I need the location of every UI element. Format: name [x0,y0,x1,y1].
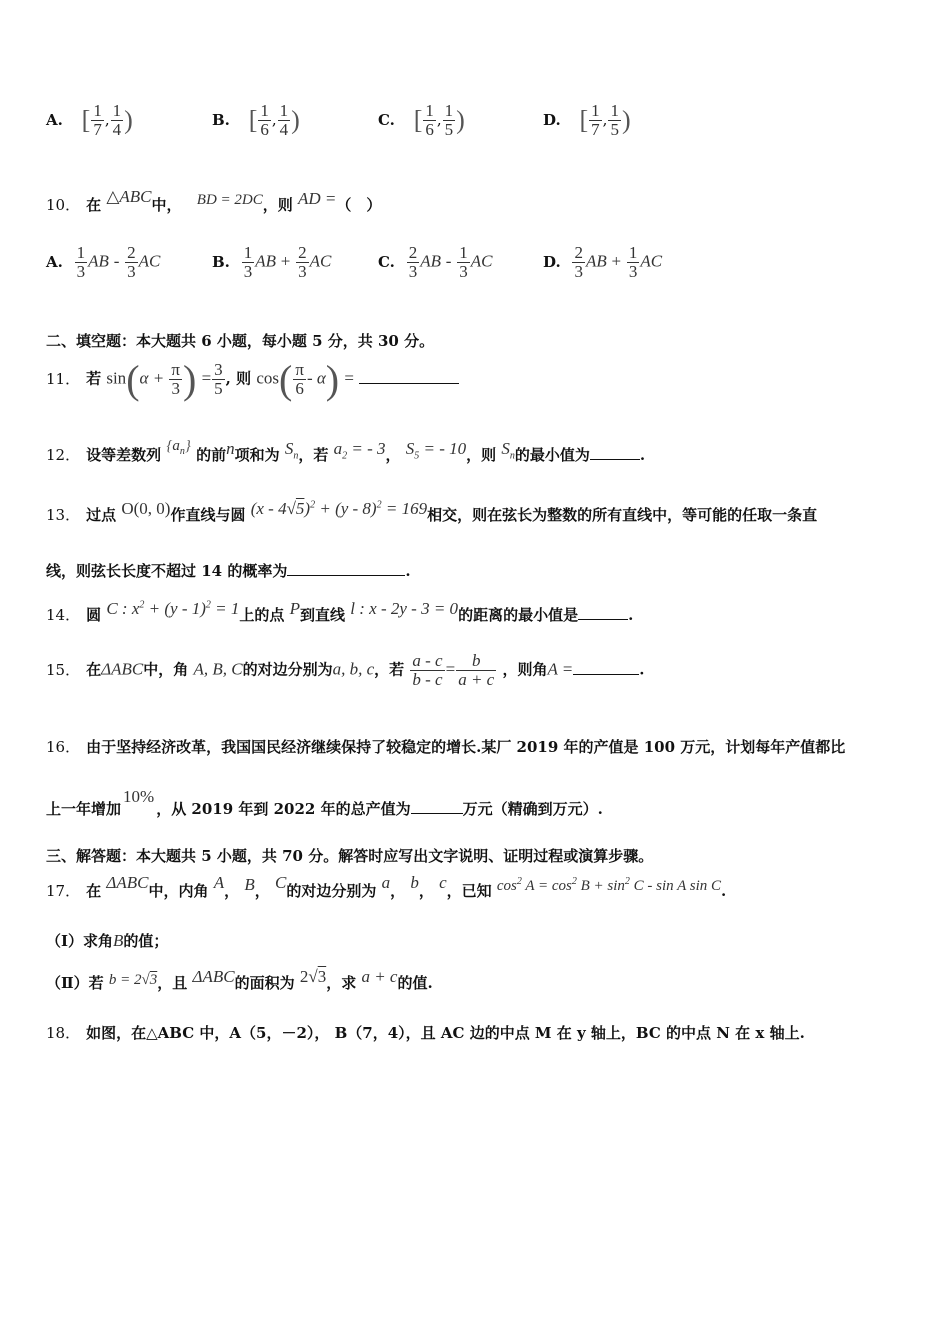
question-13: 13． 过点 O(0, 0)作直线与圆 (x - 4√5)$^2$ + (y - 8)$^2$ = 169相交，则在弦长为整数的所有直线中，等可能的任取一条直 [46,499,818,524]
answer-blank[interactable] [287,561,405,576]
option-label: C. [378,110,395,129]
section-heading-fill-blank: 二、填空题：本大题共 6 小题，每小题 5 分，共 30 分。 [46,332,435,350]
answer-blank[interactable] [411,799,463,814]
answer-blank[interactable] [359,369,459,384]
option-label: B. [212,110,230,129]
question-17-part-2: （Ⅱ）若 b = 2√3，且 ΔABC的面积为 2√3，求 a + c的值. [46,967,433,992]
question-17: 17． 在 ΔABC中，内角 A， B， C的对边分别为 a， b， c，已知 $\cos^2 A = \cos^2 B + \sin^2 C - \sin A$ sin C. [46,873,727,900]
q9-option: D. [ $\frac{1}{7}$ , $\frac{1}{5}$ ) [543,101,631,139]
question-18: 18． 如图，在△ABC 中，A（5，－2）， B（7，4），且 AC 边的中点 M 在 y 轴上，BC 的中点 N 在 x 轴上. [46,1024,805,1042]
question-15: 15． 在ΔABC中，角 A, B, C的对边分别为a, b, c，若 $\frac{a - c}{b - c}$ = $\frac{b}{a + c}$ ，则角A = . [46,651,645,689]
q9-option: A. [ $\frac{1}{7}$ , $\frac{1}{4}$ ) [46,101,133,139]
q10-option: B. $\frac{1}{3}$ AB + $\frac{2}{3}$ AC [212,243,332,281]
question-13-cont: 线，则弦长长度不超过 14 的概率为 . [46,562,411,580]
question-16-cont: 上一年增加10%，从 2019 年到 2022 年的总产值为 万元（精确到万元）. [46,787,603,818]
question-14: 14． 圆 C : $x^2 + (y - 1)^2 = 1$上的点 P到直线 l : x - 2y - 3 = 0的距离的最小值是 . [46,599,634,624]
q9-option: B. [ $\frac{1}{6}$ , $\frac{1}{4}$ ) [212,101,300,139]
option-label: A. [46,110,63,129]
question-10: 10． 在 △ABC中， BD = 2DC，则 AD =（ ） [46,187,382,214]
answer-blank[interactable] [578,605,628,620]
q10-option: D. $\frac{2}{3}$ AB + $\frac{1}{3}$ AC [543,243,663,281]
q10-option: C. $\frac{2}{3}$ AB - $\frac{1}{3}$ AC [378,243,493,281]
question-17-part-1: （Ⅰ）求角B的值； [46,931,169,950]
answer-blank[interactable] [573,660,639,675]
question-16: 16． 由于坚持经济改革，我国国民经济继续保持了较稳定的增长.某厂 2019 年的产值是 100 万元，计划每年产值都比 [46,738,846,756]
option-label: D. [543,110,561,129]
q9-option: C. [ $\frac{1}{6}$ , $\frac{1}{5}$ ) [378,101,465,139]
question-11: 11． 若 sin(α + $\frac{\pi}{3}$ ) = $\frac{3}{5}$ , 则 cos( $\frac{\pi}{6}$ - α) = [46,356,459,403]
section-heading-solve: 三、解答题：本大题共 5 小题，共 70 分。解答时应写出文字说明、证明过程或演算步骤。 [46,847,654,865]
q10-option: A. $\frac{1}{3}$ AB - $\frac{2}{3}$ AC [46,243,161,281]
answer-blank[interactable] [590,445,640,460]
question-12: 12． 设等差数列 $\{a_n\}$ 的前n项和为 $S_n$，若 $a_2$ = - 3， $S_5$ = - 10，则 $S_n$的最小值为 . [46,438,646,464]
